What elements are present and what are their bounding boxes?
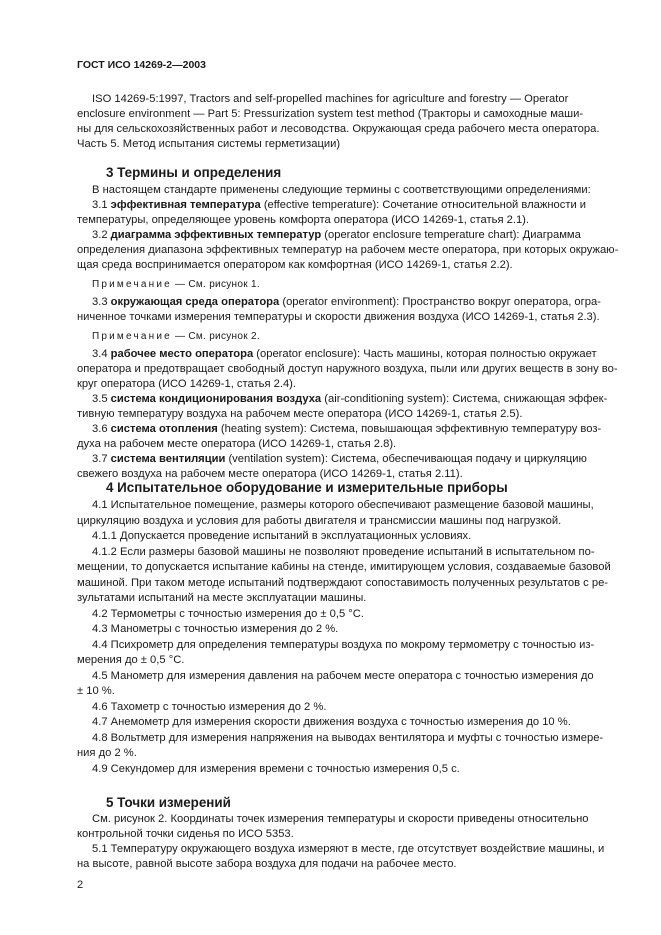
term-3-3-cont: ниченное точками измерения температуры и скорости движения воздуха (ИСО 14269-1, статья 2.3). xyxy=(77,311,600,323)
clause-4-1-2: 4.1.2 Если размеры базовой машины не позволяют проведение испытаний в испытательном по- xyxy=(92,546,595,558)
clause-4-1-2-cont-2: машиной. При таком методе испытаний подтверждают сопоставимость полученных результатов с ре- xyxy=(77,577,609,589)
clause-4-1-cont: циркуляцию воздуха и условия для работы двигателя и трансмиссии машины под нагрузкой. xyxy=(77,515,562,527)
term-3-5: 3.5 система кондиционирования воздуха (air-conditioning system): Система, снижающая эффек- xyxy=(92,393,608,405)
term-3-4: 3.4 рабочее место оператора (operator enclosure): Часть машины, которая полностью окружает xyxy=(92,348,597,360)
term-3-5-cont: тивную температуру воздуха на рабочем месте оператора (ИСО 14269-1, статья 2.5). xyxy=(77,408,523,420)
term-3-7: 3.7 система вентиляции (ventilation system): Система, обеспечивающая подачу и циркуляцию xyxy=(92,453,587,465)
clause-4-2: 4.2 Термометры с точностью измерения до ± 0,5 °С. xyxy=(92,608,364,620)
clause-4-8-cont: ния до 2 %. xyxy=(77,747,137,759)
section-4-heading: 4 Испытательное оборудование и измерительные приборы xyxy=(106,480,508,495)
clause-4-1-2-cont-3: зультатами испытаний на месте эксплуатации машины. xyxy=(77,592,367,604)
clause-5-1-cont: на высоте, равной высоте забора воздуха для подачи на рабочее место. xyxy=(77,858,457,870)
section-3-intro: В настоящем стандарте применены следующие термины с соответствующими определениями: xyxy=(92,184,591,196)
term-3-4-cont-2: круг оператора (ИСО 14269-1, статья 2.4). xyxy=(77,378,297,390)
clause-4-9: 4.9 Секундомер для измерения времени с точностью измерения 0,5 с. xyxy=(92,763,460,775)
note-figure-1: Примечание — См. рисунок 1. xyxy=(92,279,260,290)
ref-line-1: ISO 14269-5:1997, Tractors and self-propelled machines for agriculture and forestry — Operator xyxy=(92,93,569,105)
term-3-1: 3.1 эффективная температура (effective temperature): Сочетание относительной влажности и xyxy=(92,199,587,211)
clause-4-7: 4.7 Анемометр для измерения скорости движения воздуха с точностью измерения до 10 %. xyxy=(92,716,571,728)
note-figure-2: Примечание — См. рисунок 2. xyxy=(92,331,260,342)
section-3-heading: 3 Термины и определения xyxy=(106,165,282,180)
term-3-7-cont: свежего воздуха на рабочем месте оператора (ИСО 14269-1, статья 2.11). xyxy=(77,468,463,480)
term-3-2: 3.2 диаграмма эффективных температур (operator enclosure temperature chart): Диаграмма xyxy=(92,229,581,241)
term-3-2-cont-2: щая среда воспринимается оператором как комфортная (ИСО 14269-1, статья 2.2). xyxy=(77,259,513,271)
section-5-intro: См. рисунок 2. Координаты точек измерения температуры и скорости приведены относительно xyxy=(92,813,589,825)
document-header: ГОСТ ИСО 14269-2—2003 xyxy=(77,59,206,71)
ref-line-3: ны для сельскохозяйственных работ и лесоводства. Окружающая среда рабочего места оператора. xyxy=(77,123,600,135)
term-3-2-cont-1: определения диапазона эффективных температур на рабочем месте оператора, при которых окружаю- xyxy=(77,244,619,256)
ref-line-4: Часть 5. Метод испытания системы герметизации) xyxy=(77,138,341,150)
clause-4-8: 4.8 Вольтметр для измерения напряжения на выводах вентилятора и муфты с точностью измере- xyxy=(92,732,604,744)
clause-4-1-1: 4.1.1 Допускается проведение испытаний в эксплуатационных условиях. xyxy=(92,530,472,542)
clause-4-4-cont: мерения до ± 0,5 °С. xyxy=(77,654,185,666)
term-3-4-cont-1: оператора и предотвращает свободный доступ наружного воздуха, пыли или других веществ в зону во- xyxy=(77,363,618,375)
section-5-intro-cont: контрольной точки сиденья по ИСО 5353. xyxy=(77,828,294,840)
clause-4-5: 4.5 Манометр для измерения давления на рабочем месте оператора с точностью измерения до xyxy=(92,670,594,682)
term-3-6: 3.6 система отопления (heating system): Система, повышающая эффективную температуру воз- xyxy=(92,423,602,435)
clause-4-3: 4.3 Манометры с точностью измерения до 2 %. xyxy=(92,623,339,635)
clause-4-6: 4.6 Тахометр с точностью измерения до 2 %. xyxy=(92,701,327,713)
clause-4-5-cont: ± 10 %. xyxy=(77,685,115,697)
term-3-6-cont: духа на рабочем месте оператора (ИСО 14269-1, статья 2.8). xyxy=(77,438,397,450)
clause-4-1-2-cont-1: мещении, то допускается испытание кабины на стенде, имитирующем условия, создаваемые базовой xyxy=(77,561,611,573)
clause-4-1: 4.1 Испытательное помещение, размеры которого обеспечивают размещение базовой машины, xyxy=(92,499,594,511)
term-3-3: 3.3 окружающая среда оператора (operator environment): Пространство вокруг оператора, огра- xyxy=(92,296,601,308)
ref-line-2: enclosure environment — Part 5: Pressurization system test method (Тракторы и самоходные маши- xyxy=(77,108,584,120)
clause-4-4: 4.4 Психрометр для определения температуры воздуха по мокрому термометру с точностью из- xyxy=(92,639,595,651)
clause-5-1: 5.1 Температуру окружающего воздуха измеряют в месте, где отсутствует воздействие машины, и xyxy=(92,843,605,855)
page-number: 2 xyxy=(77,879,84,891)
term-3-1-cont: температуры, определяющее уровень комфорта оператора (ИСО 14269-1, статья 2.1). xyxy=(77,214,530,226)
section-5-heading: 5 Точки измерений xyxy=(106,795,231,810)
